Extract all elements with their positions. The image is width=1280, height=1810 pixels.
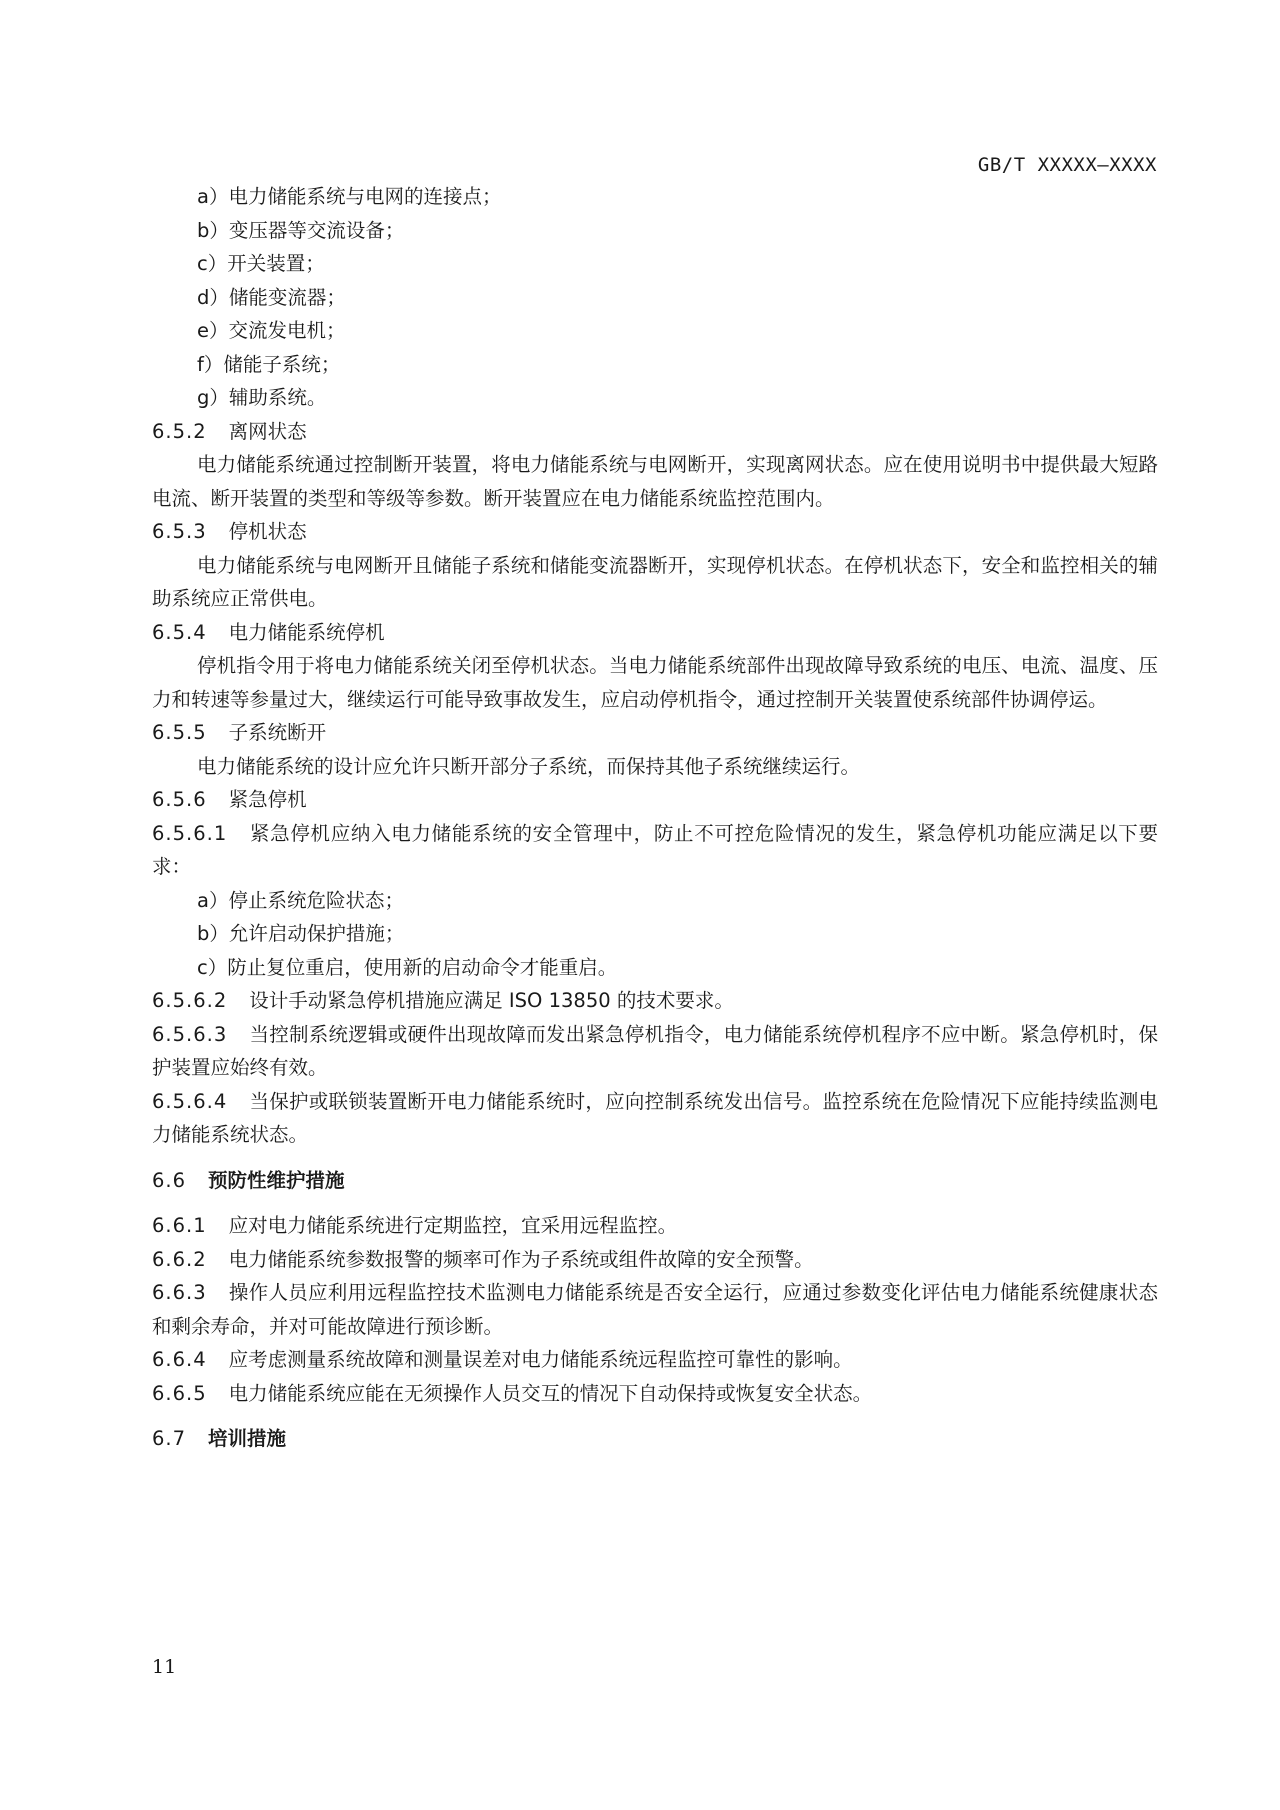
- clause-text: 当控制系统逻辑或硬件出现故障而发出紧急停机指令，电力储能系统停机程序不应中断。紧急停机时，保护装置应始终有效。: [152, 1022, 1158, 1079]
- clause-6-6-1: [152, 1209, 1158, 1243]
- section-title: 培训措施: [208, 1427, 287, 1450]
- list-item: a）停止系统危险状态；: [197, 888, 404, 912]
- clause-6-6-4: [152, 1343, 1158, 1377]
- section-number: 6.5.6: [152, 788, 207, 811]
- clause-6-5-6-1: [152, 817, 1158, 884]
- section-number: 6.5.4: [152, 620, 207, 644]
- list-item: c）防止复位重启，使用新的启动命令才能重启。: [197, 955, 618, 979]
- clause-6-5-6-4: [152, 1085, 1158, 1152]
- section-number: 6.5.3: [152, 520, 207, 543]
- list-item: d）储能变流器；: [197, 285, 346, 309]
- section-number: 6.5.5: [152, 721, 207, 744]
- clause-number: 6.6.2: [152, 1247, 207, 1271]
- paragraph-6-5-4: 停机指令用于将电力储能系统关闭至停机状态。当电力储能系统部件出现故障导致系统的电压、电流、温度、压力和转速等参量过大，继续运行可能导致事故发生，应启动停机指令，通过控制开关装置使系统部件协调停运。: [152, 654, 1158, 711]
- clause-number: 6.6.5: [152, 1381, 207, 1405]
- clause-number: 6.5.6.4: [152, 1089, 228, 1113]
- heading-6-5-3: [152, 515, 1158, 549]
- clause-number: 6.6.4: [152, 1348, 207, 1371]
- clause-6-5-6-2: [152, 984, 1158, 1018]
- clause-number: 6.5.6.2: [152, 989, 228, 1012]
- page-number: 11: [152, 1656, 177, 1678]
- section-title: 预防性维护措施: [208, 1168, 345, 1192]
- paragraph-6-5-5: 电力储能系统的设计应允许只断开部分子系统，而保持其他子系统继续运行。: [197, 754, 861, 778]
- clause-text: 应对电力储能系统进行定期监控，宜采用远程监控。: [228, 1214, 678, 1237]
- list-item: g）辅助系统。: [197, 386, 327, 409]
- clause-6-6-2: [152, 1243, 1158, 1277]
- clause-number: 6.6.1: [152, 1214, 207, 1237]
- list-item: a）电力储能系统与电网的连接点；: [197, 185, 502, 208]
- section-title: 紧急停机: [228, 788, 307, 811]
- list-6-5-6-1: [152, 884, 1158, 985]
- list-item: c）开关装置；: [197, 252, 325, 275]
- section-number: 6.7: [152, 1427, 187, 1450]
- section-number: 6.6: [152, 1168, 187, 1192]
- list-item: b）变压器等交流设备；: [197, 218, 405, 242]
- list-item: f）储能子系统；: [197, 352, 341, 376]
- clause-text: 电力储能系统参数报警的频率可作为子系统或组件故障的安全预警。: [228, 1247, 814, 1271]
- clause-text: 电力储能系统应能在无须操作人员交互的情况下自动保持或恢复安全状态。: [228, 1381, 873, 1405]
- clause-number: 6.5.6.3: [152, 1022, 228, 1046]
- clause-6-6-3: [152, 1276, 1158, 1343]
- heading-6-5-6: [152, 783, 1158, 817]
- heading-6-5-4: [152, 616, 1158, 650]
- section-title: 停机状态: [228, 520, 307, 543]
- heading-6-5-2: [152, 415, 1158, 449]
- clause-number: 6.5.6.1: [152, 821, 228, 845]
- clause-6-5-6-3: [152, 1018, 1158, 1085]
- clause-text: 操作人员应利用远程监控技术监测电力储能系统是否安全运行，应通过参数变化评估电力储能系统健康状态和剩余寿命，并对可能故障进行预诊断。: [152, 1281, 1158, 1338]
- paragraph-6-5-3: 电力储能系统与电网断开且储能子系统和储能变流器断开，实现停机状态。在停机状态下，安全和监控相关的辅助系统应正常供电。: [152, 553, 1158, 610]
- paragraph-6-5-2: 电力储能系统通过控制断开装置，将电力储能系统与电网断开，实现离网状态。应在使用说明书中提供最大短路电流、断开装置的类型和等级等参数。断开装置应在电力储能系统监控范围内。: [152, 453, 1158, 510]
- clause-text: 紧急停机应纳入电力储能系统的安全管理中，防止不可控危险情况的发生，紧急停机功能应满足以下要求：: [152, 821, 1158, 878]
- heading-6-5-5: [152, 716, 1158, 750]
- clause-text: 应考虑测量系统故障和测量误差对电力储能系统远程监控可靠性的影响。: [228, 1348, 853, 1371]
- list-6-5-1: [152, 180, 1158, 415]
- standard-code: GB/T XXXXX—XXXX: [977, 154, 1157, 176]
- section-title: 离网状态: [228, 419, 307, 443]
- heading-6-7: [152, 1422, 1158, 1456]
- section-number: 6.5.2: [152, 419, 207, 443]
- clause-6-6-5: [152, 1377, 1158, 1411]
- list-item: b）允许启动保护措施；: [197, 922, 405, 945]
- heading-6-6: [152, 1164, 1158, 1198]
- clause-text: 设计手动紧急停机措施应满足 ISO 13850 的技术要求。: [249, 989, 734, 1012]
- section-title: 电力储能系统停机: [228, 620, 385, 644]
- list-item: e）交流发电机；: [197, 319, 346, 342]
- document-body: [152, 180, 1158, 1468]
- section-title: 子系统断开: [228, 721, 327, 744]
- clause-number: 6.6.3: [152, 1281, 207, 1304]
- clause-text: 当保护或联锁装置断开电力储能系统时，应向控制系统发出信号。监控系统在危险情况下应能持续监测电力储能系统状态。: [152, 1089, 1158, 1146]
